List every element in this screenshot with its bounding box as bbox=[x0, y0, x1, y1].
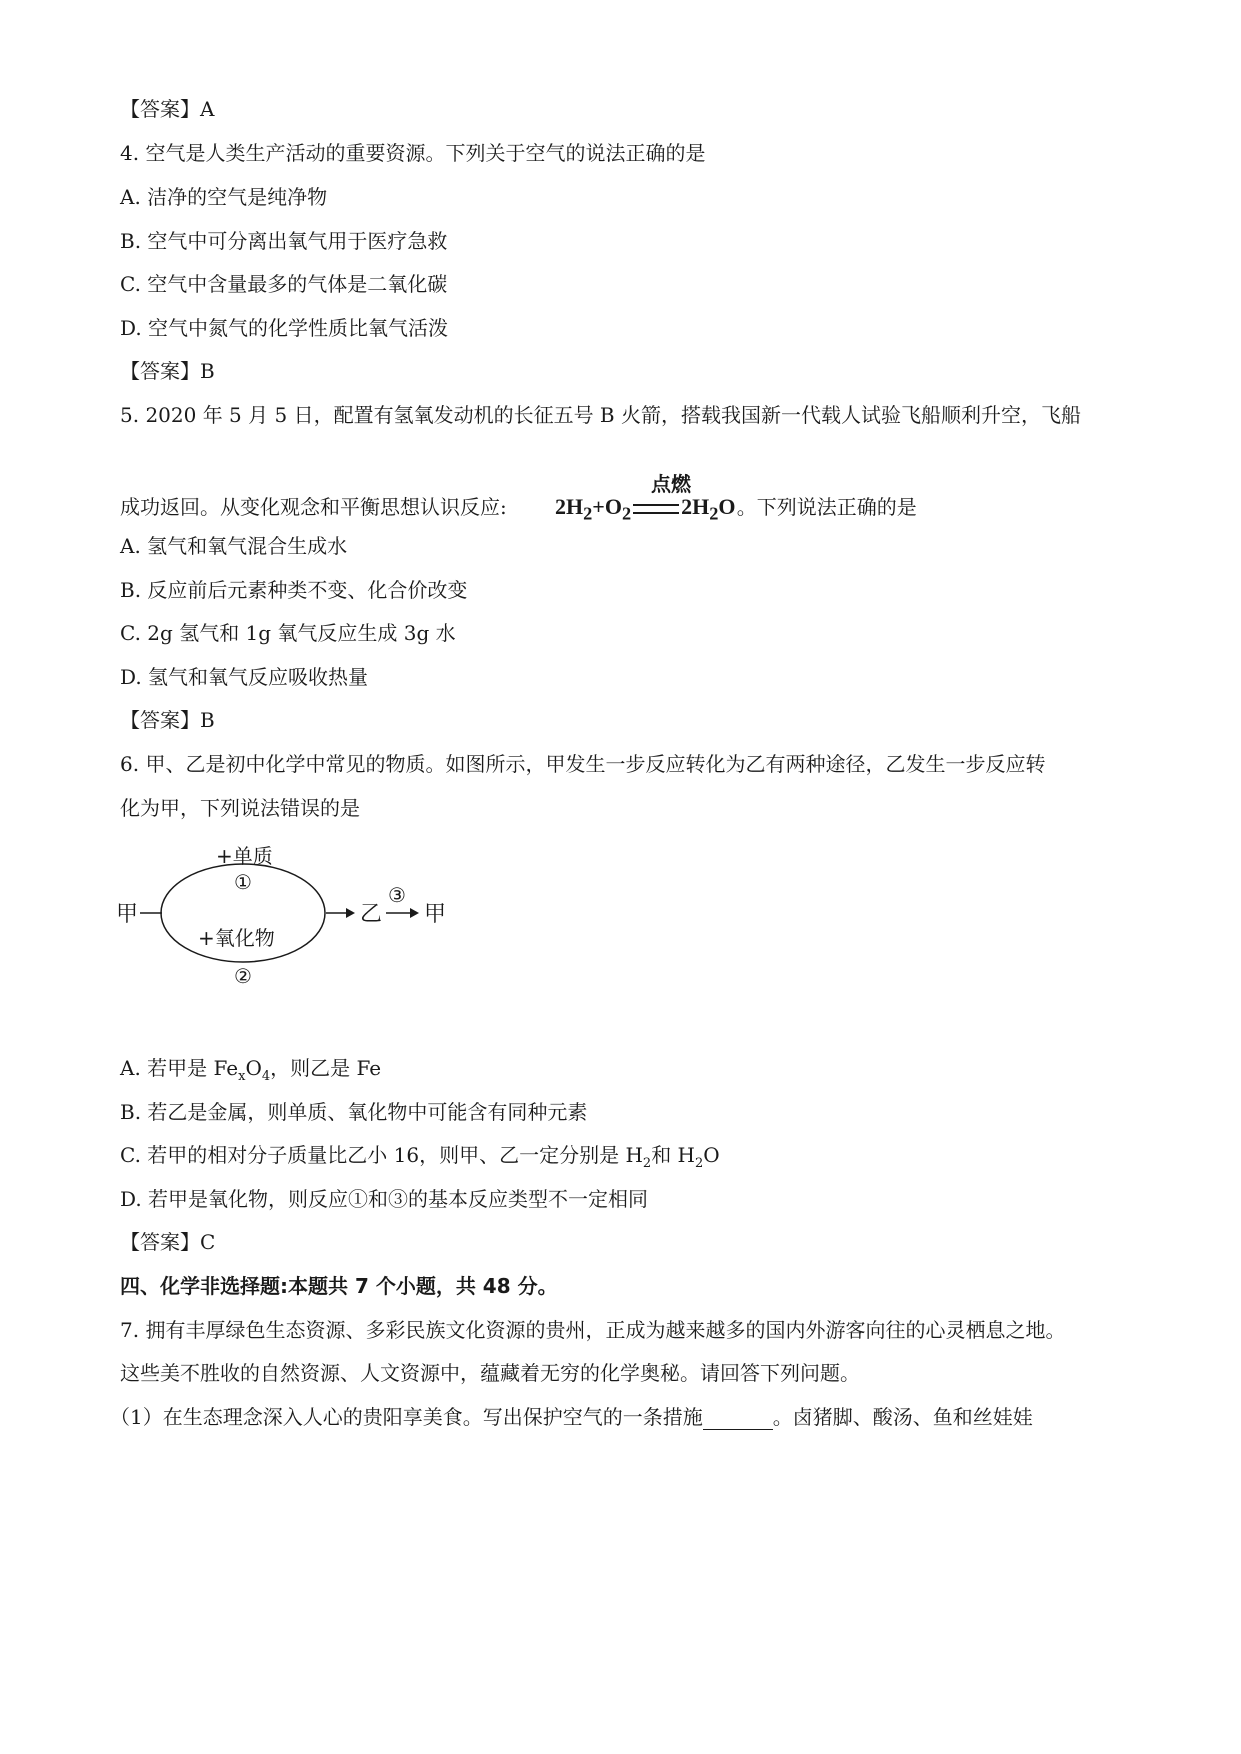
q6c-mid: 和 H bbox=[651, 1143, 696, 1167]
answer-6: 【答案】C bbox=[120, 1230, 216, 1254]
q4-option-c: C. 空气中含量最多的气体是二氧化碳 bbox=[120, 272, 448, 296]
q6a-sub-4: 4 bbox=[261, 1069, 271, 1084]
question-7: 7. 拥有丰厚绿色生态资源、多彩民族文化资源的贵州，正成为越来越多的国内外游客向往的心灵栖息之地。 bbox=[120, 1318, 1066, 1342]
section-4-heading: 四、化学非选择题:本题共 7 个小题，共 48 分。 bbox=[120, 1274, 558, 1298]
q7-1-post: 。卤猪脚、酸汤、鱼和丝娃娃 bbox=[772, 1405, 1033, 1429]
diagram-jia-left: 甲 bbox=[116, 902, 139, 927]
question-7-line2: 这些美不胜收的自然资源、人文资源中，蕴藏着无穷的化学奥秘。请回答下列问题。 bbox=[120, 1361, 860, 1385]
question-6: 6. 甲、乙是初中化学中常见的物质。如图所示，甲发生一步反应转化为乙有两种途径，乙发生一步反应转 bbox=[120, 752, 1046, 776]
q6a-o: O bbox=[245, 1056, 262, 1080]
q4-option-b: B. 空气中可分离出氧气用于医疗急救 bbox=[120, 229, 448, 253]
diagram-circle-2: ② bbox=[234, 964, 252, 988]
equation-lhs: 2H bbox=[555, 494, 584, 519]
q6a-post: ，则乙是 Fe bbox=[270, 1056, 382, 1080]
q6c-sub-h2o: 2 bbox=[695, 1156, 704, 1171]
reaction-diagram bbox=[110, 835, 530, 1010]
diagram-yi: 乙 bbox=[360, 902, 383, 927]
equation-rhs-tail: O bbox=[718, 494, 736, 519]
question-6-line2: 化为甲，下列说法错误的是 bbox=[120, 796, 360, 820]
equation-rhs-sub: 2 bbox=[709, 503, 719, 524]
diagram-jia-right: 甲 bbox=[424, 902, 447, 927]
diagram-circle-3: ③ bbox=[388, 883, 406, 907]
answer-4: 【答案】B bbox=[120, 359, 215, 383]
q4-option-d: D. 空气中氮气的化学性质比氧气活泼 bbox=[120, 316, 449, 340]
equation-rhs: 2H bbox=[681, 494, 710, 519]
answer-5: 【答案】B bbox=[120, 708, 215, 732]
q6a-sub-x: x bbox=[238, 1069, 246, 1084]
q5-option-d: D. 氢气和氧气反应吸收热量 bbox=[120, 665, 369, 689]
q6c-pre: C. 若甲的相对分子质量比乙小 16，则甲、乙一定分别是 H bbox=[120, 1143, 643, 1167]
diagram-arrowhead-1 bbox=[346, 908, 355, 918]
q5-line2-pre: 成功返回。从变化观念和平衡思想认识反应: bbox=[120, 495, 507, 519]
q5-option-b: B. 反应前后元素种类不变、化合价改变 bbox=[120, 578, 468, 602]
q7-1-pre: （1）在生态理念深入人心的贵阳享美食。写出保护空气的一条措施 bbox=[110, 1405, 703, 1429]
q6c-sub-h2: 2 bbox=[642, 1156, 652, 1171]
question-4: 4. 空气是人类生产活动的重要资源。下列关于空气的说法正确的是 bbox=[120, 141, 706, 165]
answer-3: 【答案】A bbox=[120, 97, 215, 121]
diagram-arrowhead-2 bbox=[410, 908, 419, 918]
question-5-line2 bbox=[120, 494, 917, 520]
q6-option-a bbox=[120, 1055, 381, 1090]
equation-lhs-sub: 2 bbox=[583, 503, 593, 524]
diagram-circle-1: ① bbox=[234, 870, 252, 894]
question-7-part-1 bbox=[110, 1404, 1033, 1430]
equation-plus-o: +O bbox=[592, 494, 622, 519]
question-5: 5. 2020 年 5 月 5 日，配置有氢氧发动机的长征五号 B 火箭，搭载我国新一代载人试验飞船顺利升空，飞船 bbox=[120, 403, 1081, 427]
answer-blank[interactable] bbox=[703, 1411, 773, 1430]
q6-option-b: B. 若乙是金属，则单质、氧化物中可能含有同种元素 bbox=[120, 1100, 588, 1124]
equation-o-sub: 2 bbox=[621, 503, 632, 524]
q6-option-c bbox=[120, 1142, 720, 1177]
q5-line2-post: 。下列说法正确的是 bbox=[736, 495, 917, 519]
q6c-post: O bbox=[703, 1143, 720, 1167]
q5-option-c: C. 2g 氢气和 1g 氧气反应生成 3g 水 bbox=[120, 621, 456, 645]
q6a-pre: A. 若甲是 Fe bbox=[120, 1056, 239, 1080]
q4-option-a: A. 洁净的空气是纯净物 bbox=[120, 185, 328, 209]
q6-option-d: D. 若甲是氧化物，则反应①和③的基本反应类型不一定相同 bbox=[120, 1187, 649, 1211]
diagram-bottom-label: +氧化物 bbox=[198, 926, 275, 950]
q5-option-a: A. 氢气和氧气混合生成水 bbox=[120, 534, 348, 558]
diagram-top-label: +单质 bbox=[216, 844, 273, 868]
equation-condition: 点燃 bbox=[651, 472, 691, 496]
